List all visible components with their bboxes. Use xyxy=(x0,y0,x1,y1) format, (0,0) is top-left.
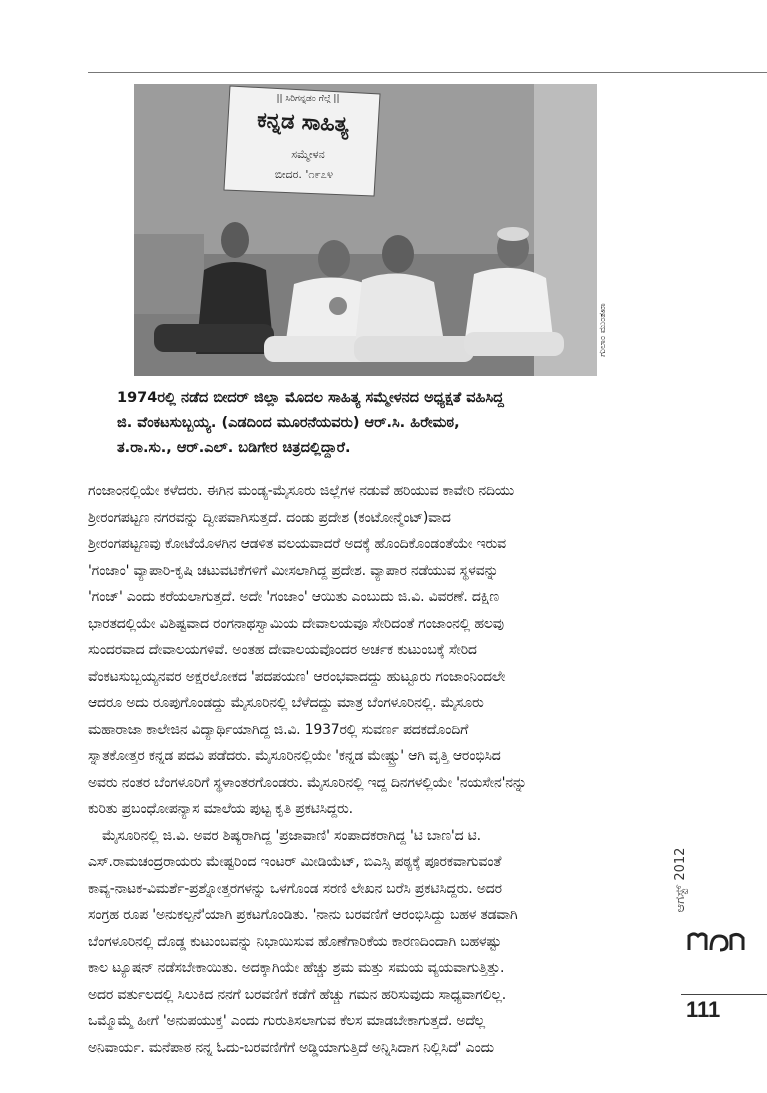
magazine-logo xyxy=(686,930,746,954)
body-line: ಬೆಂಗಳೂರಿನಲ್ಲಿ ದೊಡ್ಡ ಕುಟುಂಬವನ್ನು ನಿಭಾಯಿಸುವ ಹೊಣೆಗಾರಿಕೆಯ ಕಾರಣದಿಂದಾಗಿ ಬಹಳಷ್ಟು xyxy=(88,933,502,950)
body-line: ಅವರು ನಂತರ ಬೆಂಗಳೂರಿಗೆ ಸ್ಥಳಾಂತರಗೊಂಡರು. ಮೈಸೂರಿನಲ್ಲಿ ಇದ್ದ ದಿನಗಳಲ್ಲಿಯೇ 'ನಯಸೇನ'ನನ್ನು xyxy=(88,774,527,791)
page-number-rule xyxy=(681,994,767,995)
body-line: 'ಗಂಜಾಂ' ವ್ಯಾಪಾರಿ-ಕೃಷಿ ಚಟುವಟಿಕೆಗಳಿಗೆ ಮೀಸಲಾಗಿದ್ದ ಪ್ರದೇಶ. ವ್ಯಾಪಾರ ನಡೆಯುವ ಸ್ಥಳವನ್ನು xyxy=(88,562,499,579)
body-line: ಎಸ್.ರಾಮಚಂದ್ರರಾಯರು ಮೇಷ್ಟರಿಂದ ಇಂಟರ್ ಮೀಡಿಯೆಟ್, ಬಿಎಸ್ಸಿ ಪಠ್ಯಕ್ಕೆ ಪೂರಕವಾಗುವಂತೆ xyxy=(88,854,502,870)
body-line: ಅದರ ವರ್ತುಲದಲ್ಲಿ ಸಿಲುಕಿದ ನನಗೆ ಬರವಣಿಗೆ ಕಡೆಗೆ ಹೆಚ್ಚು ಗಮನ ಹರಿಸುವುದು ಸಾಧ್ಯವಾಗಲಿಲ್ಲ. xyxy=(88,986,507,1003)
caption-line: 1974ರಲ್ಲಿ ನಡೆದ ಬೀದರ್ ಜಿಲ್ಲಾ ಮೊದಲ ಸಾಹಿತ್ಯ ಸಮ್ಮೇಳನದ ಅಧ್ಯಕ್ಷತೆ ವಹಿಸಿದ್ದ xyxy=(117,390,504,406)
body-line: ಒಮ್ಮೊಮ್ಮೆ ಹೀಗೆ 'ಅನುಪಯುಕ್ತ' ಎಂದು ಗುರುತಿಸಲಾಗುವ ಕೆಲಸ ಮಾಡಬೇಕಾಗುತ್ತದೆ. ಅದೆಲ್ಲ xyxy=(88,1013,485,1029)
body-line: ಸುಂದರವಾದ ದೇವಾಲಯಗಳಿವೆ. ಅಂತಹ ದೇವಾಲಯವೊಂದರ ಅರ್ಚಕ ಕುಟುಂಬಕ್ಕೆ ಸೇರಿದ xyxy=(88,642,477,658)
banner-line-3: ಸಮ್ಮೇಳನ xyxy=(291,148,325,161)
issue-date: ಆಗಸ್ಟ್ 2012 xyxy=(673,847,688,913)
body-line: ಕುರಿತು ಪ್ರಬಂಧೋಪನ್ಯಾಸ ಮಾಲೆಯ ಪುಟ್ಟ ಕೃತಿ ಪ್ರಕಟಿಸಿದ್ದರು. xyxy=(88,801,353,817)
photo-caption xyxy=(117,386,637,461)
body-line: ವೆಂಕಟಸುಬ್ಬಯ್ಯನವರ ಅಕ್ಷರಲೋಕದ 'ಪದಪಯಣ' ಆರಂಭವಾದದ್ದು ಹುಟ್ಟೂರು ಗಂಜಾಂನಿಂದಲೇ xyxy=(88,668,506,685)
body-line: ಮೈಸೂರಿನಲ್ಲಿ ಜಿ.ವಿ. ಅವರ ಶಿಷ್ಯರಾಗಿದ್ದ 'ಪ್ರಜಾವಾಣಿ' ಸಂಪಾದಕರಾಗಿದ್ದ 'ಟಿ ಬಾಣ'ದ ಟಿ. xyxy=(102,827,481,844)
body-line: ಕಾಲ ಟ್ಯೂಷನ್ ನಡೆಸಬೇಕಾಯಿತು. ಅದಕ್ಕಾಗಿಯೇ ಹೆಚ್ಚು ಶ್ರಮ ಮತ್ತು ಸಮಯ ವ್ಯಯವಾಗುತ್ತಿತ್ತು. xyxy=(88,960,505,976)
body-line: ಆದರೂ ಅದು ರೂಪುಗೊಂಡದ್ದು ಮೈಸೂರಿನಲ್ಲಿ ಬೆಳೆದದ್ದು ಮಾತ್ರ ಬೆಂಗಳೂರಿನಲ್ಲಿ. ಮೈಸೂರು xyxy=(88,695,484,711)
banner-line-2: ಕನ್ನಡ ಸಾಹಿತ್ಯ xyxy=(256,107,350,137)
photograph xyxy=(134,84,597,376)
body-line: ಶ್ರೀರಂಗಪಟ್ಟಣ ನಗರವನ್ನು ದ್ವೀಪವಾಗಿಸುತ್ತದೆ. ದಂಡು ಪ್ರದೇಶ (ಕಂಟೋನ್ಮೆಂಟ್)ವಾದ xyxy=(88,509,451,526)
page-number: 111 xyxy=(686,997,721,1022)
body-line: ಕಾವ್ಯ-ನಾಟಕ-ವಿಮರ್ಶೆ-ಪ್ರಶ್ನೋತ್ತರಗಳನ್ನು ಒಳಗೊಂಡ ಸರಣಿ ಲೇಖನ ಬರೆಸಿ ಪ್ರಕಟಿಸಿದ್ದರು. ಅದರ xyxy=(88,880,502,897)
body-line: ಶ್ರೀರಂಗಪಟ್ಟಣವು ಕೋಟೆಯೊಳಗಿನ ಆಡಳಿತ ವಲಯವಾದರೆ ಅದಕ್ಕೆ ಹೊಂದಿಕೊಂಡಂತೆಯೇ ಇರುವ xyxy=(88,536,506,552)
article-body xyxy=(88,478,650,1061)
banner-line-4: ಬೀದರ. '೧೯೭೪ xyxy=(274,168,334,181)
body-line: ಮಹಾರಾಜಾ ಕಾಲೇಜಿನ ವಿದ್ಯಾರ್ಥಿಯಾಗಿದ್ದ ಜಿ.ವಿ. 1937ರಲ್ಲಿ ಸುವರ್ಣ ಪದಕದೊಂದಿಗೆ xyxy=(88,721,469,738)
top-rule xyxy=(88,72,767,73)
caption-line: ಜಿ. ವೆಂಕಟಸುಬ್ಬಯ್ಯ. (ಎಡದಿಂದ ಮೂರನೆಯವರು) ಆರ್.ಸಿ. ಹಿರೇಮಠ, xyxy=(117,415,460,431)
banner-line-1: || ಸಿರಿಗನ್ನಡಂ ಗೆಲ್ಗೆ || xyxy=(276,94,340,104)
photo-credit: ಗುಲಾಂ ಮುಂತಖಾ xyxy=(598,303,608,357)
body-line: ಸ್ನಾತಕೋತ್ತರ ಕನ್ನಡ ಪದವಿ ಪಡೆದರು. ಮೈಸೂರಿನಲ್ಲಿಯೇ 'ಕನ್ನಡ ಮೇಷ್ಟ್ರು' ಆಗಿ ವೃತ್ತಿ ಆರಂಭಿಸಿದ xyxy=(88,748,501,764)
body-line: 'ಗಂಜ್' ಎಂದು ಕರೆಯಲಾಗುತ್ತದೆ. ಅದೇ 'ಗಂಜಾಂ' ಆಯಿತು ಎಂಬುದು ಜಿ.ವಿ. ವಿವರಣೆ. ದಕ್ಷಿಣ xyxy=(88,589,500,605)
body-line: ಅನಿವಾರ್ಯ. ಮನೆಪಾಠ ನನ್ನ ಓದು-ಬರವಣಿಗೆಗೆ ಅಡ್ಡಿಯಾಗುತ್ತಿದೆ ಅನ್ನಿಸಿದಾಗ ನಿಲ್ಲಿಸಿದೆ' ಎಂದು xyxy=(88,1039,494,1056)
body-line: ಭಾರತದಲ್ಲಿಯೇ ವಿಶಿಷ್ಟವಾದ ರಂಗನಾಥಸ್ವಾಮಿಯ ದೇವಾಲಯವೂ ಸೇರಿದಂತೆ ಗಂಜಾಂನಲ್ಲಿ ಹಲವು xyxy=(88,615,504,632)
body-line: ಸಂಗ್ರಹ ರೂಪ 'ಅನುಕಲ್ಪನೆ'ಯಾಗಿ ಪ್ರಕಟಗೊಂಡಿತು. 'ನಾನು ಬರವಣಿಗೆ ಆರಂಭಿಸಿದ್ದು ಬಹಳ ತಡವಾಗಿ xyxy=(88,907,518,923)
body-line: ಗಂಜಾಂನಲ್ಲಿಯೇ ಕಳೆದರು. ಈಗಿನ ಮಂಡ್ಯ-ಮೈಸೂರು ಜಿಲ್ಲೆಗಳ ನಡುವೆ ಹರಿಯುವ ಕಾವೇರಿ ನದಿಯು xyxy=(88,483,515,499)
caption-line: ತ.ರಾ.ಸು., ಆರ್.ಎಲ್. ಬಡಿಗೇರ ಚಿತ್ರದಲ್ಲಿದ್ದಾರೆ. xyxy=(117,440,351,456)
left-wall-shadow xyxy=(134,234,204,314)
magazine-logo-mark xyxy=(686,930,746,954)
